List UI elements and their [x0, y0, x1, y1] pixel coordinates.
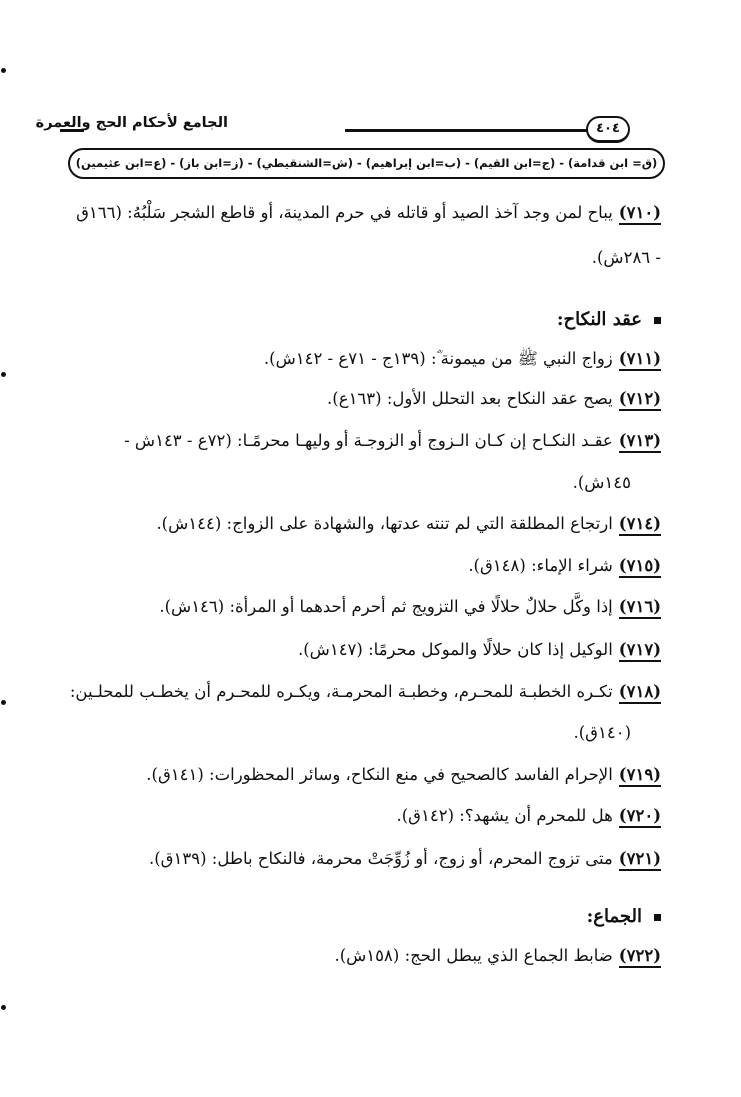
entry-text: يباح لمن وجد آخذ الصيد أو قاتله في حرم المدينة، أو قاطع الشجر سَلْبُهُ: (١٦٦ق — [76, 203, 613, 222]
entry-718 — [70, 682, 661, 704]
entry-number: (٧١٩) — [619, 765, 661, 787]
entry-text: ارتجاع المطلقة التي لم تنته عدتها، والشهادة على الزواج: (١٤٤ش). — [156, 514, 613, 533]
entry-714 — [156, 514, 661, 536]
section-title: الجماع: — [586, 906, 642, 927]
entry-number: (٧١٣) — [619, 431, 661, 453]
entry-text: عقـد النكـاح إن كـان الـزوج أو الزوجـة أو وليهـا محرمًـا: (٧٢ع - ١٤٣ش - — [124, 431, 613, 450]
header-rule — [345, 129, 590, 132]
entry-number: (٧١١) — [619, 349, 661, 371]
entry-text: الوكيل إذا كان حلالًا والموكل محرمًا: (١٤٧ش). — [298, 640, 613, 659]
entry-number: (٧١٠) — [619, 203, 661, 225]
entry-number: (٧١٨) — [619, 682, 661, 704]
page-number: ٤٠٤ — [586, 116, 630, 143]
margin-dot — [1, 1005, 6, 1010]
entry-717 — [298, 640, 661, 662]
entry-number: (٧١٦) — [619, 597, 661, 619]
section-heading-jima — [587, 906, 661, 927]
margin-dot — [1, 372, 6, 377]
entry-text: هل للمحرم أن يشهد؟: (١٤٢ق). — [396, 806, 613, 825]
bullet-icon — [654, 317, 661, 324]
entry-722 — [334, 946, 661, 968]
entry-720 — [396, 806, 661, 828]
entry-number: (٧١٢) — [619, 389, 661, 411]
entry-number: (٧١٧) — [619, 640, 661, 662]
entry-711 — [264, 349, 661, 373]
entry-721 — [149, 849, 661, 871]
entry-number: (٧٢٠) — [619, 806, 661, 828]
entry-number: (٧١٤) — [619, 514, 661, 536]
entry-713 — [124, 431, 661, 453]
entry-text: شراء الإماء: (١٤٨ق). — [468, 556, 613, 575]
margin-dot — [1, 700, 6, 705]
entry-text: زواج النبي ﷺ من ميمونة ؓ: (١٣٩ج - ٧١ع - ١٤٢ش). — [263, 349, 613, 368]
section-title: عقد النكاح: — [556, 309, 642, 330]
entry-number: (٧٢١) — [619, 849, 661, 871]
entry-text: متى تزوج المحرم، أو زوج، أو زُوِّجَتْ محرمة، فالنكاح باطل: (١٣٩ق). — [149, 849, 613, 868]
entry-text: إذا وكَّل حلالٌ حلالًا في التزويج ثم أحرم أحدهما أو المرأة: (١٤٦ش). — [159, 597, 613, 616]
section-heading-nikah — [557, 309, 661, 330]
entry-text: يصح عقد النكاح بعد التحلل الأول: (١٦٣ع). — [327, 389, 613, 408]
entry-number: (٧٢٢) — [619, 946, 661, 968]
entry-text: ضابط الجماع الذي يبطل الحج: (١٥٨ش). — [334, 946, 613, 965]
entry-number: (٧١٥) — [619, 556, 661, 578]
entry-718-continuation: (١٤٠ق). — [573, 723, 631, 742]
entry-715 — [468, 556, 661, 578]
entry-text: تكـره الخطبـة للمحـرم، وخطبـة المحرمـة، ويكـره للمحـرم أن يخطـب للمحلـين: — [69, 682, 613, 701]
entry-712 — [327, 389, 661, 411]
bullet-icon — [654, 914, 661, 921]
entry-716 — [159, 597, 661, 619]
abbreviation-legend: (ق= ابن قدامة) - (ج=ابن القيم) - (ب=ابن إبراهيم) - (ش=الشنقيطي) - (ز=ابن باز) - (ع=ابن عثيمين) — [68, 148, 665, 179]
entry-710-continuation: - ٢٨٦ش). — [591, 248, 661, 267]
book-title: الجامع لأحكام الحج والعمرة — [35, 115, 228, 131]
entry-text: الإحرام الفاسد كالصحيح في منع النكاح، وسائر المحظورات: (١٤١ق). — [146, 765, 613, 784]
entry-713-continuation: ١٤٥ش). — [572, 473, 631, 492]
margin-dot — [1, 68, 6, 73]
page-header — [35, 112, 658, 146]
entry-719 — [146, 765, 661, 787]
entry-710 — [76, 203, 661, 225]
